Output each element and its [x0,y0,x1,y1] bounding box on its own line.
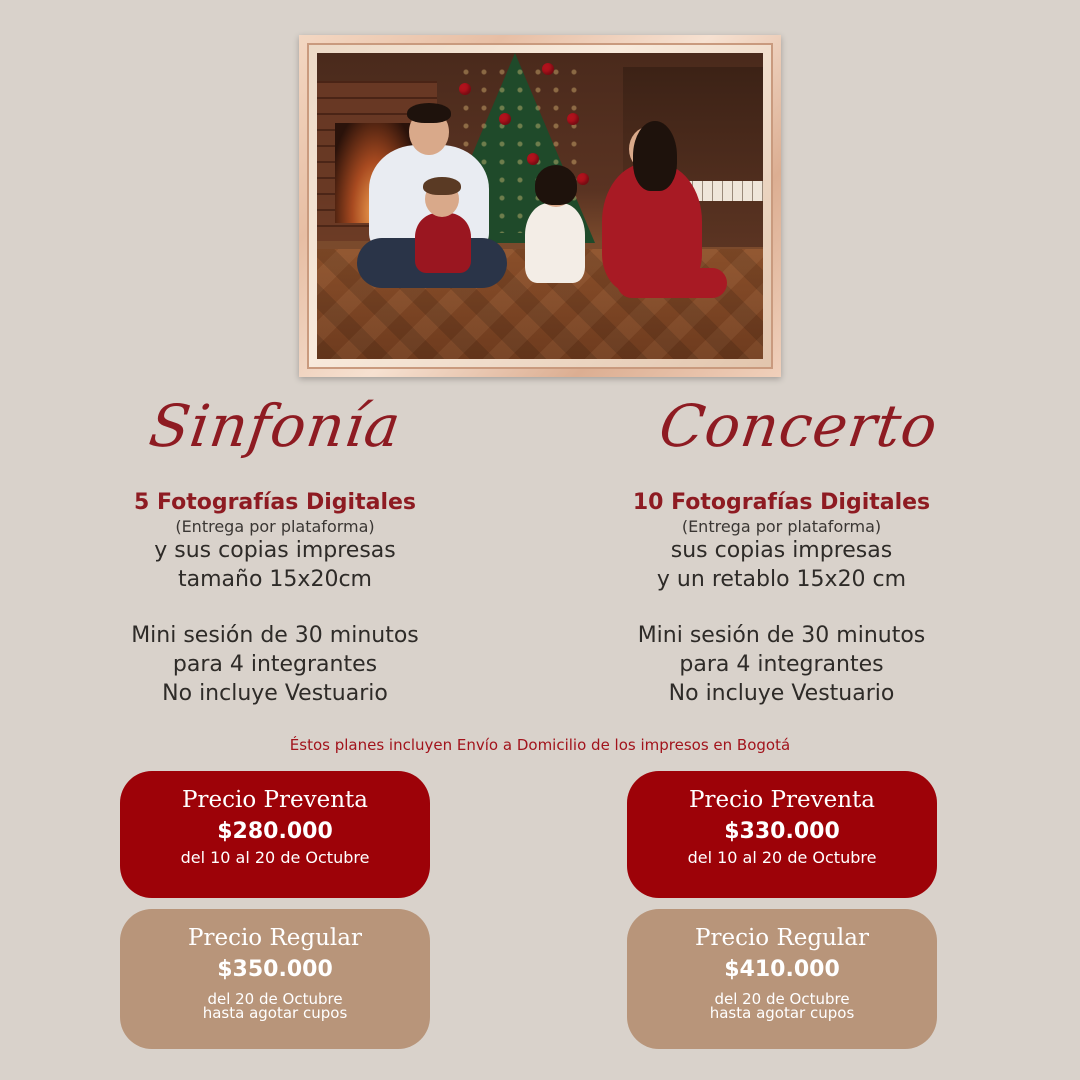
regular-dates [120,992,430,1020]
regular-price: $350.000 [217,957,333,982]
presale-label: Precio Preventa [182,787,368,813]
photo-ornament [567,113,579,125]
spacer [80,594,470,621]
presale-dates: del 10 al 20 de Octubre [180,848,370,867]
plan-includes-line-2: tamaño 15x20cm [178,567,372,592]
presale-price: $330.000 [724,819,840,844]
plan-includes-line-2: y un retablo 15x20 cm [656,567,907,592]
photo-frame-inner [307,43,773,369]
photo-ornament [577,173,589,185]
plan-photos-count: 10 Fotografías Digitales [632,490,931,515]
plan-wardrobe: No incluye Vestuario [162,681,388,706]
regular-dates-line-2: hasta agotar cupos [709,1004,855,1022]
photo-ornament [527,153,539,165]
regular-card-sinfonia [120,909,430,1049]
photo-frame [299,35,781,377]
presale-label: Precio Preventa [689,787,875,813]
photo-ornament [499,113,511,125]
plan-session-length: Mini sesión de 30 minutos [131,623,419,648]
photo-girl [525,203,585,283]
plan-includes-line-1: y sus copias impresas [154,538,396,563]
photo-mother-dress [617,268,727,298]
presale-card-concerto [627,771,937,898]
regular-price: $410.000 [724,957,840,982]
plan-members: para 4 integrantes [679,652,884,677]
spacer [585,594,978,621]
plan-wardrobe: No incluye Vestuario [668,681,895,706]
regular-label: Precio Regular [187,925,362,951]
plan-includes-line-1: sus copias impresas [670,538,893,563]
plan-details-sinfonia [80,490,470,708]
photo-ornament [542,63,554,75]
family-christmas-photo [317,53,763,359]
photo-father-hair [407,103,451,123]
plan-photos-count: 5 Fotografías Digitales [133,490,416,515]
plan-title-concerto: Concerto [655,392,943,460]
regular-dates-line-1: del 20 de Octubre [714,990,850,1008]
plan-session-length: Mini sesión de 30 minutos [637,623,926,648]
regular-dates [627,992,937,1020]
regular-dates-line-2: hasta agotar cupos [202,1004,348,1022]
photo-ornament [459,83,471,95]
plan-members: para 4 integrantes [172,652,378,677]
regular-card-concerto [627,909,937,1049]
regular-label: Precio Regular [694,925,869,951]
presale-dates: del 10 al 20 de Octubre [687,848,877,867]
photo-boy [415,213,471,273]
plan-title-sinfonia: Sinfonía [145,392,406,460]
shipping-note: Éstos planes incluyen Envío a Domicilio de los impresos en Bogotá [289,736,791,754]
photo-girl-hair [535,165,577,205]
photo-boy-hair [423,177,461,195]
plan-delivery-note: (Entrega por plataforma) [681,517,882,536]
regular-dates-line-1: del 20 de Octubre [207,990,343,1008]
photo-mother-hair [633,121,677,191]
presale-card-sinfonia [120,771,430,898]
presale-price: $280.000 [217,819,333,844]
plan-details-concerto [585,490,978,708]
plan-delivery-note: (Entrega por plataforma) [175,517,375,536]
